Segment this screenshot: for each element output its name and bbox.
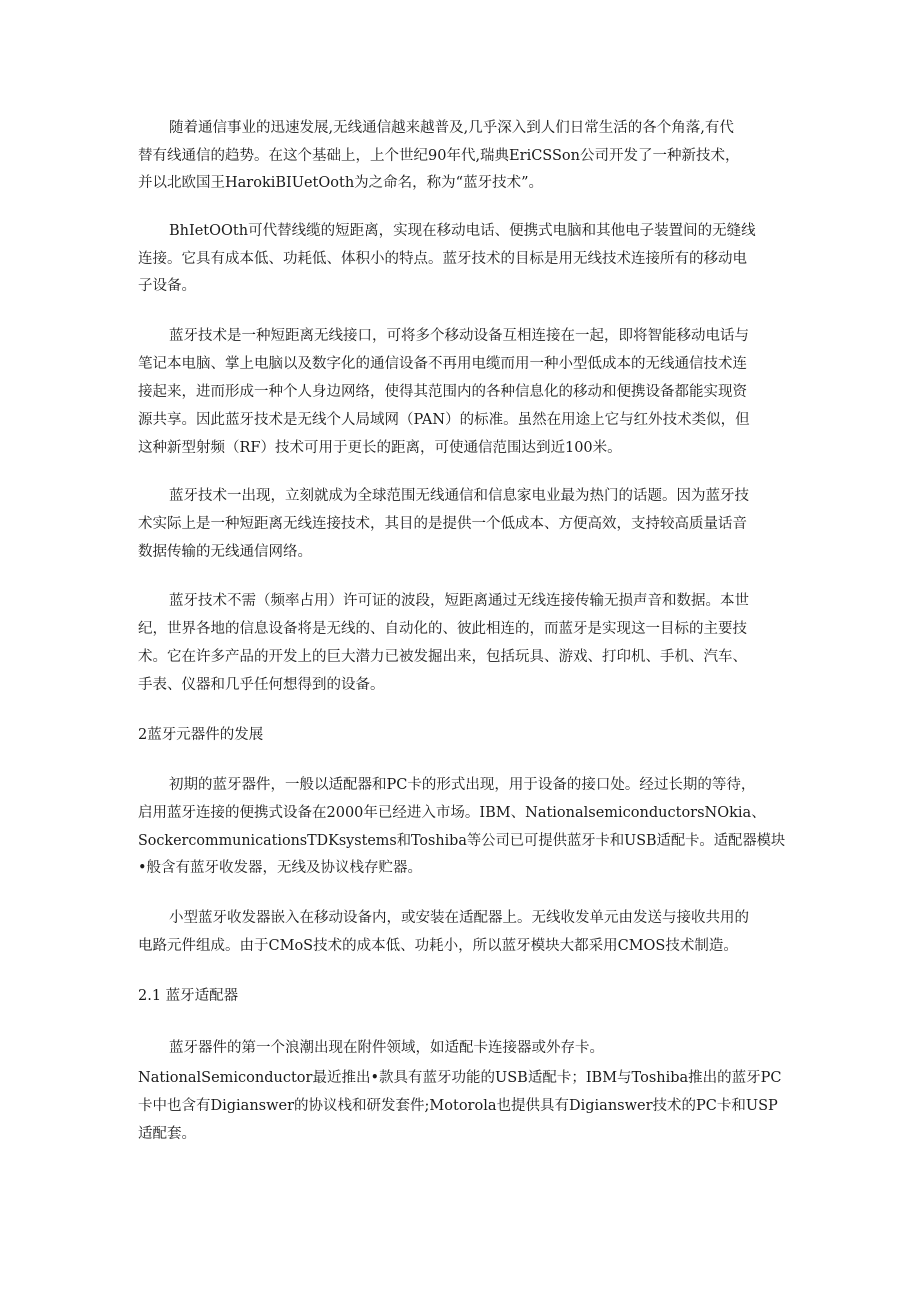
- text-line: 随着通信事业的迅速发展,无线通信越来越普及,几乎深入到人们日常生活的各个角落,有代: [169, 120, 734, 136]
- text-line: 手表、仪器和几乎任何想得到的设备。: [138, 677, 385, 693]
- section-heading: 2蓝牙元器件的发展: [138, 727, 264, 743]
- text-line: 并以北欧国王HarokiBIUetOoth为之命名，称为“蓝牙技术”。: [138, 175, 543, 191]
- text-line: 初期的蓝牙器件，一般以适配器和PC卡的形式出现，用于设备的接口处。经过长期的等待，: [169, 777, 756, 793]
- text-line: 替有线通信的趋势。在这个基础上，上个世纪90年代,瑞典EriCSSon公司开发了一种新技术，: [138, 148, 740, 164]
- text-line: 适配套。: [138, 1126, 196, 1142]
- text-line: 术实际上是一种短距离无线连接技术，其目的是提供一个低成本、方便高效，支持较高质量话音: [138, 516, 747, 532]
- text-line: 连接。它具有成本低、功耗低、体积小的特点。蓝牙技术的目标是用无线技术连接所有的移动电: [138, 251, 747, 267]
- text-line: 接起来，进而形成一种个人身边网络，使得其范围内的各种信息化的移动和便携设备都能实现资: [138, 384, 747, 400]
- subsection-heading: 2.1 蓝牙适配器: [138, 988, 239, 1004]
- text-line: 子设备。: [138, 278, 196, 294]
- text-line: 电路元件组成。由于CMoS技术的成本低、功耗小，所以蓝牙模块大都采用CMOS技术制造。: [138, 938, 738, 954]
- text-line: 蓝牙器件的第一个浪潮出现在附件领域，如适配卡连接器或外存卡。: [169, 1040, 604, 1056]
- text-line: SockercommunicationsTDKsystems和Toshiba等公司已可提供蓝牙卡和USB适配卡。适配器模块: [138, 833, 786, 849]
- text-line: BhIetOOth可代替线缆的短距离，实现在移动电话、便携式电脑和其他电子装置间的无缝线: [169, 223, 756, 239]
- text-line: 蓝牙技术不需（频率占用）许可证的波段，短距离通过无线连接传输无损声音和数据。本世: [169, 593, 749, 609]
- text-line: 小型蓝牙收发器嵌入在移动设备内，或安装在适配器上。无线收发单元由发送与接收共用的: [169, 910, 749, 926]
- text-line: 源共享。因此蓝牙技术是无线个人局域网（PAN）的标准。虽然在用途上它与红外技术类似，但: [138, 412, 750, 428]
- text-line: 卡中也含有Digianswer的协议栈和研发套件;Motorola也提供具有Digianswer技术的PC卡和USP: [138, 1098, 778, 1114]
- text-line: •般含有蓝牙收发器，无线及协议栈存贮器。: [138, 860, 423, 876]
- text-line: 纪，世界各地的信息设备将是无线的、自动化的、彼此相连的，而蓝牙是实现这一目标的主要技: [138, 621, 747, 637]
- text-line: NationalSemiconductor最近推出•款具有蓝牙功能的USB适配卡；IBM与Toshiba推出的蓝牙PC: [138, 1070, 782, 1086]
- text-line: 蓝牙技术一出现，立刻就成为全球范围无线通信和信息家电业最为热门的话题。因为蓝牙技: [169, 488, 749, 504]
- text-line: 术。它在许多产品的开发上的巨大潜力已被发掘出来，包括玩具、游戏、打印机、手机、汽车、: [138, 649, 747, 665]
- text-line: 蓝牙技术是一种短距离无线接口，可将多个移动设备互相连接在一起，即将智能移动电话与: [169, 328, 749, 344]
- text-line: 启用蓝牙连接的便携式设备在2000年已经进入市场。IBM、NationalsemiconductorsNOkia、: [138, 805, 766, 821]
- text-line: 笔记本电脑、掌上电脑以及数字化的通信设备不再用电缆而用一种小型低成本的无线通信技术连: [138, 356, 747, 372]
- text-line: 这种新型射频（RF）技术可用于更长的距离，可使通信范围达到近100米。: [138, 440, 622, 456]
- text-line: 数据传输的无线通信网络。: [138, 544, 312, 560]
